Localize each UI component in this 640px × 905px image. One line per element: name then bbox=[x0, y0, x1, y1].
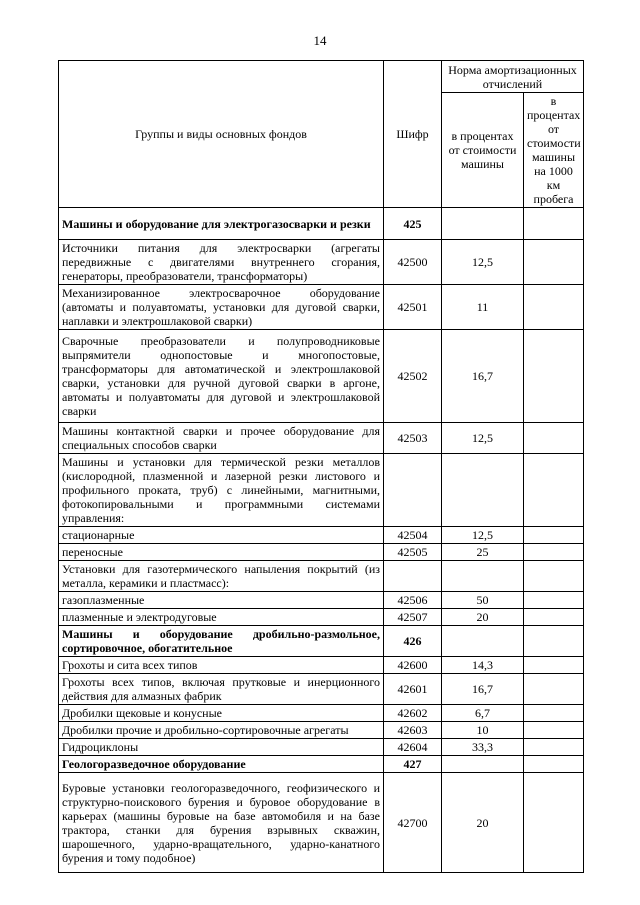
table-row bbox=[59, 561, 584, 592]
pct-cost: 11 bbox=[442, 285, 524, 330]
pct-km bbox=[524, 423, 584, 454]
pct-cost: 50 bbox=[442, 592, 524, 609]
item-code: 42602 bbox=[384, 705, 442, 722]
pct-km bbox=[524, 561, 584, 592]
item-code: 42700 bbox=[384, 773, 442, 873]
group-code: 427 bbox=[384, 756, 442, 773]
item-code: 42604 bbox=[384, 739, 442, 756]
item-code bbox=[384, 561, 442, 592]
item-name: плазменные и электродуговые bbox=[59, 609, 384, 626]
table-row bbox=[59, 285, 584, 330]
header-name-cell bbox=[59, 61, 384, 208]
table-row bbox=[59, 454, 584, 527]
pct-cost: 25 bbox=[442, 544, 524, 561]
depreciation-table bbox=[58, 60, 584, 873]
item-code: 42501 bbox=[384, 285, 442, 330]
item-code: 42506 bbox=[384, 592, 442, 609]
pct-km bbox=[524, 454, 584, 527]
pct-km bbox=[524, 527, 584, 544]
table-row bbox=[59, 609, 584, 626]
pct-km bbox=[524, 609, 584, 626]
pct-km bbox=[524, 756, 584, 773]
header-code-cell bbox=[384, 61, 442, 208]
pct-cost bbox=[442, 208, 524, 240]
header-norm-cell bbox=[442, 61, 584, 93]
header-pct-km-cell bbox=[524, 93, 584, 208]
pct-cost: 10 bbox=[442, 722, 524, 739]
table-row bbox=[59, 544, 584, 561]
pct-cost: 12,5 bbox=[442, 527, 524, 544]
pct-cost: 20 bbox=[442, 773, 524, 873]
table-row bbox=[59, 208, 584, 240]
pct-km bbox=[524, 240, 584, 285]
pct-cost bbox=[442, 756, 524, 773]
pct-cost: 20 bbox=[442, 609, 524, 626]
table-row bbox=[59, 240, 584, 285]
item-code: 42503 bbox=[384, 423, 442, 454]
pct-km bbox=[524, 657, 584, 674]
table-row bbox=[59, 330, 584, 423]
header-pct-km-label: в процентах от стоимости машины на 1000 км пробега bbox=[527, 94, 581, 206]
item-name: Буровые установки геологоразведочного, геофизического и структурно-поискового бурения и буровое оборудование в карьерах (машины буровые на базе автомобиля и на базе трактора, станки для бурения взрывных скважин, шарошечного, ударно-вращательного, ударно-канатного бурения и тому подобное) bbox=[59, 773, 384, 873]
pct-km bbox=[524, 544, 584, 561]
table-row bbox=[59, 626, 584, 657]
pct-cost: 16,7 bbox=[442, 674, 524, 705]
item-name: Источники питания для электросварки (агрегаты передвижные с двигателями внутреннего сгорания, генераторы, преобразователи, трансформаторы) bbox=[59, 240, 384, 285]
item-name: Грохоты всех типов, включая прутковые и инерционного действия для алмазных фабрик bbox=[59, 674, 384, 705]
item-name: Гидроциклоны bbox=[59, 739, 384, 756]
item-code: 42504 bbox=[384, 527, 442, 544]
header-pct-cost-cell bbox=[442, 93, 524, 208]
item-name: стационарные bbox=[59, 527, 384, 544]
item-code: 42601 bbox=[384, 674, 442, 705]
table-row bbox=[59, 592, 584, 609]
table-row bbox=[59, 756, 584, 773]
group-name: Машины и оборудование для электрогазосварки и резки bbox=[59, 208, 384, 240]
pct-cost: 12,5 bbox=[442, 423, 524, 454]
item-name: Машины контактной сварки и прочее оборудование для специальных способов сварки bbox=[59, 423, 384, 454]
item-name: газоплазменные bbox=[59, 592, 384, 609]
group-code: 426 bbox=[384, 626, 442, 657]
item-code: 42505 bbox=[384, 544, 442, 561]
pct-km bbox=[524, 626, 584, 657]
pct-km bbox=[524, 722, 584, 739]
item-code: 42507 bbox=[384, 609, 442, 626]
table-row bbox=[59, 527, 584, 544]
header-pct-cost-label: в процентах от стоимости машины bbox=[448, 129, 517, 171]
pct-cost bbox=[442, 626, 524, 657]
table-row bbox=[59, 773, 584, 873]
pct-km bbox=[524, 773, 584, 873]
pct-cost bbox=[442, 454, 524, 527]
pct-cost: 14,3 bbox=[442, 657, 524, 674]
group-name: Машины и оборудование дробильно-размольное, сортировочное, обогатительное bbox=[59, 626, 384, 657]
item-code: 42600 bbox=[384, 657, 442, 674]
pct-km bbox=[524, 285, 584, 330]
pct-cost: 33,3 bbox=[442, 739, 524, 756]
table-row bbox=[59, 657, 584, 674]
item-name: Грохоты и сита всех типов bbox=[59, 657, 384, 674]
item-code: 42500 bbox=[384, 240, 442, 285]
group-code: 425 bbox=[384, 208, 442, 240]
item-code: 42603 bbox=[384, 722, 442, 739]
pct-km bbox=[524, 739, 584, 756]
table-row bbox=[59, 722, 584, 739]
item-name: Сварочные преобразователи и полупроводниковые выпрямители однопостовые и многопостовые, трансформаторы для автоматической и электрошлаковой сварки, установки для ручной дуговой сварки в аргоне, автоматы и полуавтоматы для дуговой и электрошлаковой сварки bbox=[59, 330, 384, 423]
item-name: переносные bbox=[59, 544, 384, 561]
pct-cost: 16,7 bbox=[442, 330, 524, 423]
table-row bbox=[59, 705, 584, 722]
header-group-label: Группы и виды основных фондов bbox=[135, 127, 307, 141]
item-name: Машины и установки для термической резки металлов (кислородной, плазменной и лазерной резки листового и профильного проката, труб) с линейными, магнитными, фотокопировальными и программными системами управления: bbox=[59, 454, 384, 527]
table-row bbox=[59, 674, 584, 705]
item-name: Дробилки прочие и дробильно-сортировочные агрегаты bbox=[59, 722, 384, 739]
header-code-label: Шифр bbox=[396, 127, 429, 141]
pct-km bbox=[524, 208, 584, 240]
page-number: 14 bbox=[313, 33, 327, 48]
pct-km bbox=[524, 705, 584, 722]
header-norm-label: Норма амортизационных отчислений bbox=[448, 62, 577, 91]
group-name: Геологоразведочное оборудование bbox=[59, 756, 384, 773]
item-name: Дробилки щековые и конусные bbox=[59, 705, 384, 722]
item-name: Механизированное электросварочное оборудование (автоматы и полуавтоматы, установки для дуговой сварки, наплавки и электрошлаковой сварки) bbox=[59, 285, 384, 330]
table-row bbox=[59, 739, 584, 756]
pct-cost: 12,5 bbox=[442, 240, 524, 285]
pct-cost bbox=[442, 561, 524, 592]
pct-km bbox=[524, 330, 584, 423]
table-row bbox=[59, 423, 584, 454]
item-code bbox=[384, 454, 442, 527]
pct-km bbox=[524, 674, 584, 705]
item-name: Установки для газотермического напыления покрытий (из металла, керамики и пластмасс): bbox=[59, 561, 384, 592]
item-code: 42502 bbox=[384, 330, 442, 423]
pct-cost: 6,7 bbox=[442, 705, 524, 722]
pct-km bbox=[524, 592, 584, 609]
